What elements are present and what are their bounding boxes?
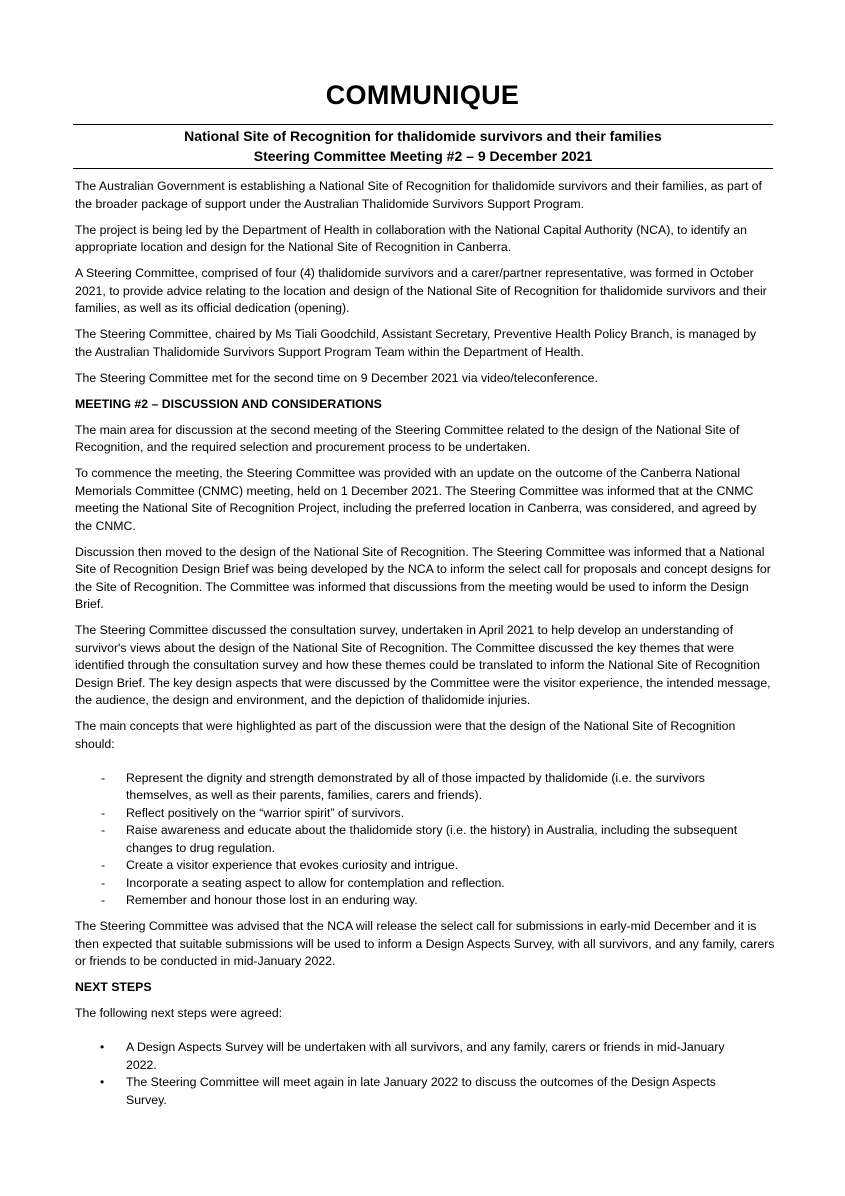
list-item-text: The Steering Committee will meet again in late January 2022 to discuss the outcomes of the Design Aspects Survey. bbox=[126, 1075, 716, 1107]
next-steps-intro: The following next steps were agreed: bbox=[75, 1006, 283, 1020]
discussion-closing: The Steering Committee was advised that the NCA will release the select call for submissions in early-mid December and it is then expected that suitable submissions will be used to inform a Design Aspects Survey, with all survivors, and any family, carers or friends to be conducted in mid-January 2022. bbox=[75, 919, 775, 968]
intro-paragraph: The Australian Government is establishing a National Site of Recognition for thalidomide survivors and their families, as part of the broader package of support under the Australian Thalidomide Survivors Support Program. bbox=[75, 179, 762, 211]
list-item-text: Remember and honour those lost in an enduring way. bbox=[126, 893, 418, 907]
list-item bbox=[75, 875, 775, 893]
list-item-text: A Design Aspects Survey will be undertaken with all survivors, and any family, carers or friends in mid-January 2022. bbox=[126, 1040, 725, 1072]
list-item bbox=[75, 805, 775, 823]
list-item-text: Incorporate a seating aspect to allow for contemplation and reflection. bbox=[126, 875, 505, 890]
discussion-paragraph: The Steering Committee discussed the consultation survey, undertaken in April 2021 to help develop an understanding of survivor's views about the design of the National Site of Recognition. The Committee discussed the key themes that were identified through the consultation survey and how these themes could be translated to inform the National Site of Recognition Design Brief. The key design aspects that were discussed by the Committee were the visitor experience, the intended message, the audience, the design and environment, and the depiction of thalidomide injuries. bbox=[75, 623, 771, 707]
discussion-paragraph: The main area for discussion at the second meeting of the Steering Committee related to the design of the National Site of Recognition, and the required selection and procurement process to be undertaken. bbox=[75, 422, 740, 454]
dash-marker: - bbox=[101, 893, 106, 907]
dash-marker: - bbox=[101, 823, 106, 837]
list-item-text: Reflect positively on the “warrior spirit” of survivors. bbox=[126, 805, 405, 820]
concepts-list bbox=[75, 770, 775, 910]
next-steps-heading: NEXT STEPS bbox=[75, 980, 152, 994]
discussion-heading: MEETING #2 – DISCUSSION AND CONSIDERATIONS bbox=[75, 396, 382, 411]
page-title: COMMUNIQUE bbox=[325, 80, 520, 110]
header-rule-top bbox=[73, 124, 773, 125]
intro-paragraph: The project is being led by the Department of Health in collaboration with the National Capital Authority (NCA), to identify an appropriate location and design for the National Site of Recognition in Canberra. bbox=[75, 222, 747, 254]
next-steps-list bbox=[75, 1039, 775, 1109]
intro-paragraph: A Steering Committee, comprised of four (4) thalidomide survivors and a carer/partner representative, was formed in October 2021, to provide advice relating to the location and design of the National Site of Recognition for thalidomide survivors and their families, as well as its official dedication (opening). bbox=[75, 266, 767, 315]
discussion-paragraph: Discussion then moved to the design of the National Site of Recognition. The Steering Committee was informed that a National Site of Recognition Design Brief was being developed by the NCA to inform the select call for proposals and concept designs for the Site of Recognition. The Committee was informed that discussions from the meeting would be used to inform the Design Brief. bbox=[75, 544, 771, 611]
list-item bbox=[75, 770, 775, 805]
dash-marker: - bbox=[101, 858, 106, 872]
list-item-text: Create a visitor experience that evokes curiosity and intrigue. bbox=[126, 858, 459, 872]
intro-paragraph: The Steering Committee met for the second time on 9 December 2021 via video/teleconference. bbox=[75, 370, 598, 385]
subtitle-project: National Site of Recognition for thalidomide survivors and their families bbox=[184, 128, 662, 144]
subtitle-meeting: Steering Committee Meeting #2 – 9 December 2021 bbox=[253, 148, 593, 164]
bullet-marker: • bbox=[100, 1075, 105, 1089]
dash-marker: - bbox=[101, 875, 106, 890]
dash-marker: - bbox=[101, 805, 106, 820]
dash-marker: - bbox=[101, 770, 106, 785]
list-item-text: Represent the dignity and strength demonstrated by all of those impacted by thalidomide (i.e. the survivors themselves, as well as their parents, families, carers and friends). bbox=[126, 770, 705, 802]
list-spacer bbox=[75, 1031, 775, 1039]
list-item-text: Raise awareness and educate about the thalidomide story (i.e. the history) in Australia, including the subsequent changes to drug regulation. bbox=[126, 823, 738, 855]
list-item bbox=[75, 857, 775, 875]
bullet-marker: • bbox=[100, 1040, 105, 1054]
list-item bbox=[75, 1074, 775, 1109]
list-item bbox=[75, 822, 775, 857]
header-rule-bottom bbox=[73, 168, 773, 169]
discussion-paragraph: The main concepts that were highlighted as part of the discussion were that the design of the National Site of Recognition should: bbox=[75, 719, 736, 751]
discussion-paragraph: To commence the meeting, the Steering Committee was provided with an update on the outcome of the Canberra National Memorials Committee (CNMC) meeting, held on 1 December 2021. The Steering Committee was informed that at the CNMC meeting the National Site of Recognition Project, including the preferred location in Canberra, was considered, and agreed by the CNMC. bbox=[75, 466, 757, 533]
document-body bbox=[75, 178, 775, 1109]
list-spacer bbox=[75, 762, 775, 770]
intro-paragraph: The Steering Committee, chaired by Ms Tiali Goodchild, Assistant Secretary, Preventive Health Policy Branch, is managed by the Australian Thalidomide Survivors Support Program Team within the Department of Health. bbox=[75, 327, 757, 359]
list-item bbox=[75, 892, 775, 910]
list-item bbox=[75, 1039, 775, 1074]
